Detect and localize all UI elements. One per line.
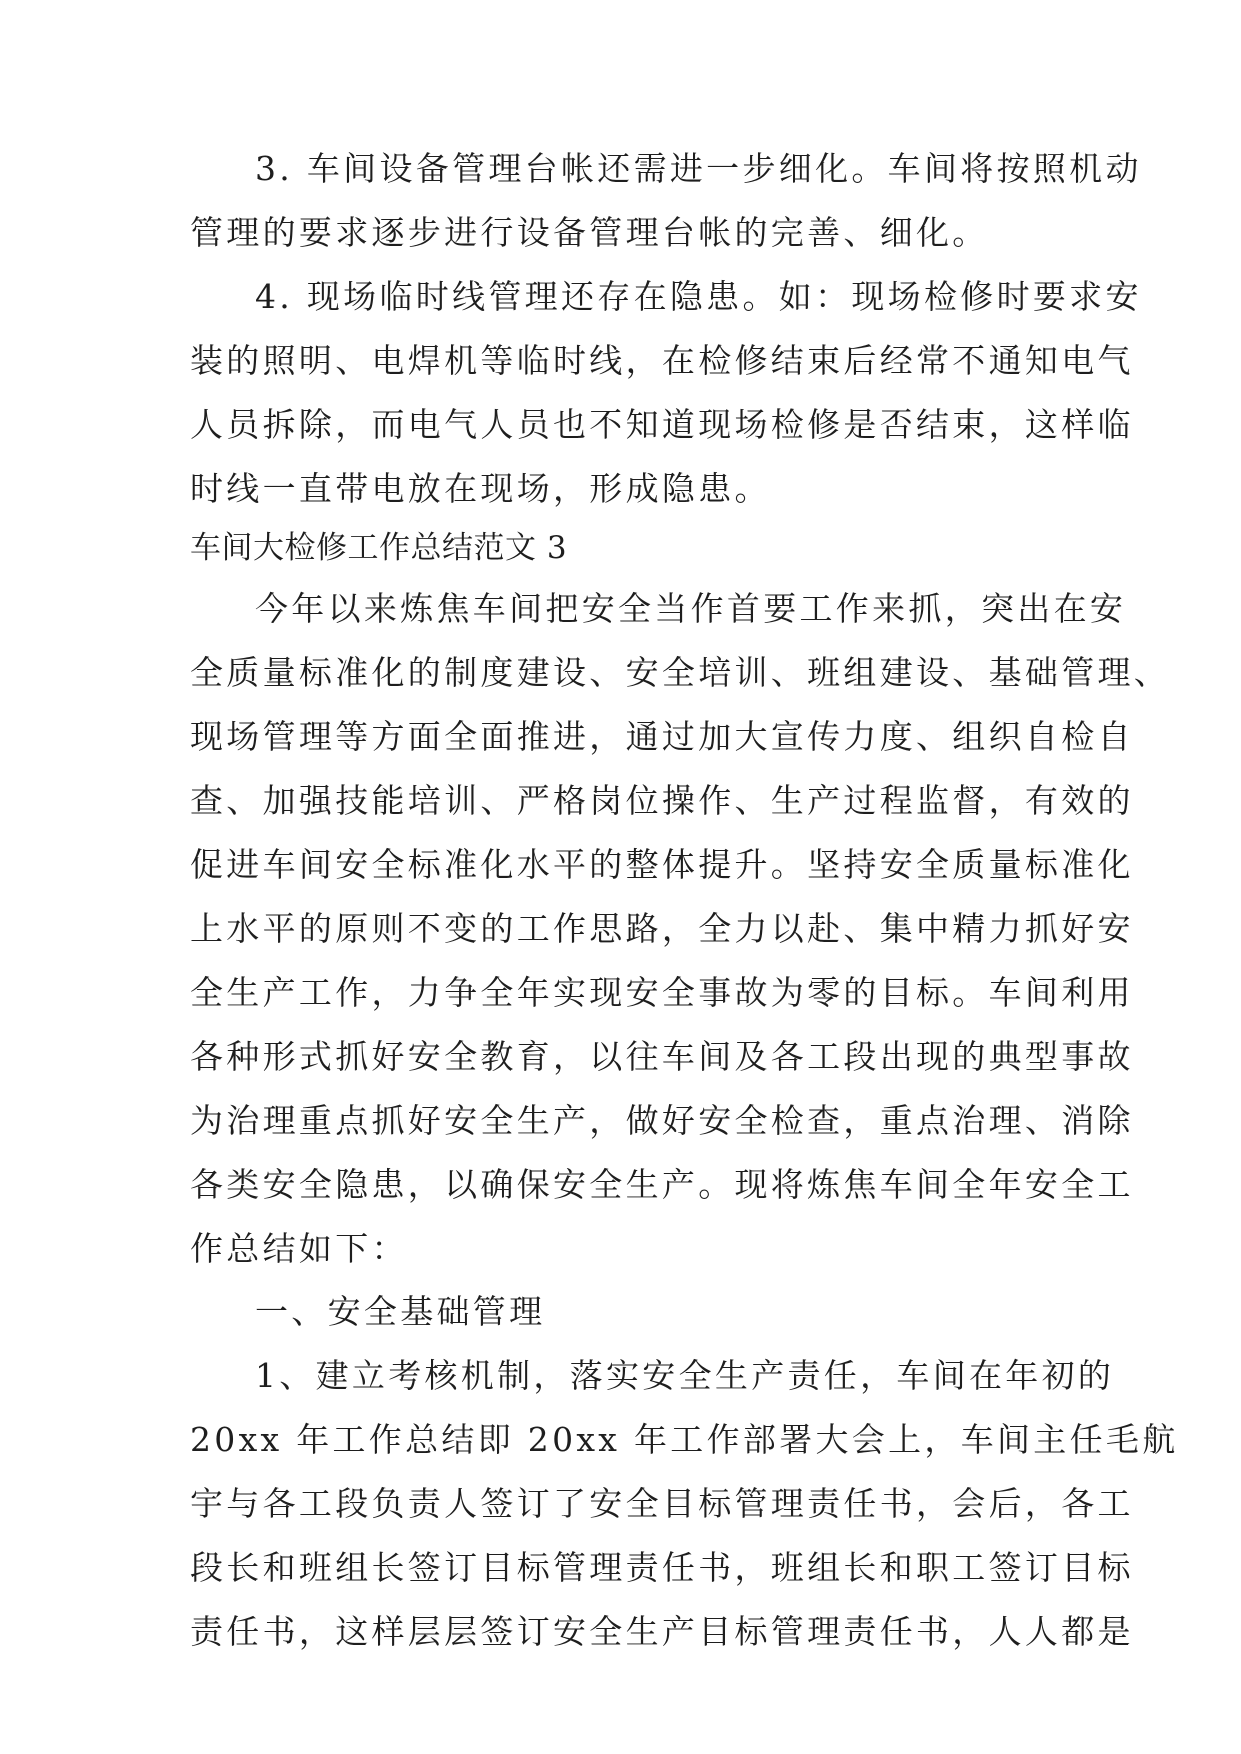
paragraph-line: 宇与各工段负责人签订了安全目标管理责任书，会后，各工 bbox=[190, 1484, 1134, 1523]
paragraph-line: 人员拆除，而电气人员也不知道现场检修是否结束，这样临 bbox=[190, 405, 1134, 444]
paragraph-line: 作总结如下： bbox=[190, 1229, 408, 1268]
paragraph-line: 全生产工作，力争全年实现安全事故为零的目标。车间利用 bbox=[190, 973, 1134, 1012]
paragraph-line: 装的照明、电焊机等临时线，在检修结束后经常不通知电气 bbox=[190, 341, 1134, 380]
paragraph-line: 1、建立考核机制，落实安全生产责任，车间在年初的 bbox=[255, 1356, 1115, 1395]
paragraph-line: 3. 车间设备管理台帐还需进一步细化。车间将按照机动 bbox=[255, 149, 1142, 188]
paragraph-line: 全质量标准化的制度建设、安全培训、班组建设、基础管理、 bbox=[190, 653, 1171, 692]
paragraph-line: 查、加强技能培训、严格岗位操作、生产过程监督，有效的 bbox=[190, 781, 1134, 820]
paragraph-line: 促进车间安全标准化水平的整体提升。坚持安全质量标准化 bbox=[190, 845, 1134, 884]
paragraph-line: 现场管理等方面全面推进，通过加大宣传力度、组织自检自 bbox=[190, 717, 1134, 756]
paragraph-line: 上水平的原则不变的工作思路，全力以赴、集中精力抓好安 bbox=[190, 909, 1134, 948]
paragraph-line: 管理的要求逐步进行设备管理台帐的完善、细化。 bbox=[190, 213, 989, 252]
paragraph-line: 4. 现场临时线管理还存在隐患。如：现场检修时要求安 bbox=[255, 277, 1142, 316]
paragraph-line: 各类安全隐患，以确保安全生产。现将炼焦车间全年安全工 bbox=[190, 1165, 1134, 1204]
section-heading: 车间大检修工作总结范文 3 bbox=[190, 530, 568, 566]
paragraph-line: 责任书，这样层层签订安全生产目标管理责任书，人人都是 bbox=[190, 1612, 1134, 1651]
paragraph-line: 各种形式抓好安全教育，以往车间及各工段出现的典型事故 bbox=[190, 1037, 1134, 1076]
section-subheading: 一、安全基础管理 bbox=[255, 1292, 546, 1331]
paragraph-line: 20xx 年工作总结即 20xx 年工作部署大会上，车间主任毛航 bbox=[190, 1420, 1179, 1459]
paragraph-line: 为治理重点抓好安全生产，做好安全检查，重点治理、消除 bbox=[190, 1101, 1134, 1140]
paragraph-line: 时线一直带电放在现场，形成隐患。 bbox=[190, 469, 771, 508]
paragraph-line: 今年以来炼焦车间把安全当作首要工作来抓，突出在安 bbox=[255, 589, 1127, 628]
paragraph-line: 段长和班组长签订目标管理责任书，班组长和职工签订目标 bbox=[190, 1548, 1134, 1587]
